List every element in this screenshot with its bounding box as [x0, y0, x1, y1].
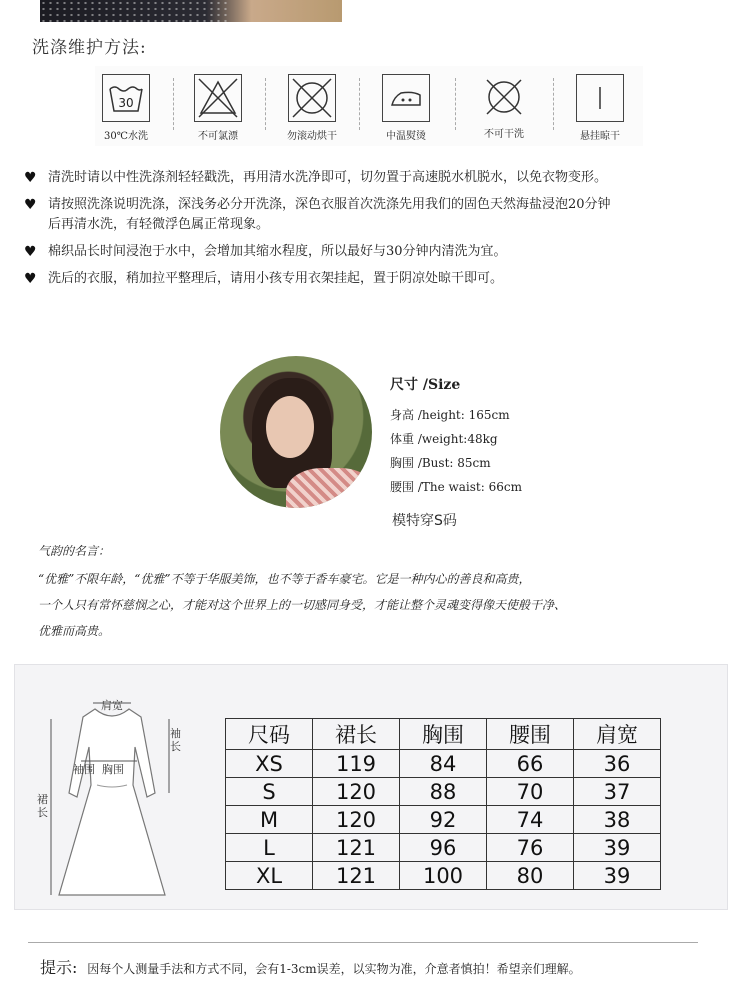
table-row — [226, 778, 661, 806]
cell: S — [226, 778, 313, 806]
label-bust: 胸围 — [102, 763, 124, 776]
size-table — [225, 718, 661, 890]
model-wears-size: 模特穿S码 — [392, 513, 457, 529]
icon-label-hang: 悬挂晾干 — [580, 131, 620, 142]
model-weight: 体重 /weight:48kg — [390, 432, 498, 446]
cell: 38 — [574, 806, 661, 834]
quote-line: “优雅”不限年龄，“优雅”不等于华服美饰，也不等于香车豪宅。它是一种内心的善良和高贵， — [38, 572, 531, 586]
product-photo-strip — [40, 0, 342, 22]
cell: XL — [226, 862, 313, 890]
care-instructions — [24, 168, 724, 296]
label-skirt-len: 裙长 — [37, 793, 48, 819]
model-size-info — [390, 374, 522, 502]
table-row — [226, 750, 661, 778]
col-size: 尺码 — [226, 719, 313, 750]
cell: 84 — [400, 750, 487, 778]
icon-label-bleach: 不可氯漂 — [198, 131, 238, 142]
wash-30-icon — [91, 74, 161, 142]
cell: L — [226, 834, 313, 862]
divider — [28, 942, 698, 943]
care-item: ♥ 棉织品长时间浸泡于水中，会增加其缩水程度，所以最好与30分钟内清洗为宜。 — [24, 244, 507, 260]
cell: 120 — [313, 778, 400, 806]
dress-diagram — [37, 689, 187, 901]
col-bust: 胸围 — [400, 719, 487, 750]
table-row — [226, 806, 661, 834]
tip-text: 因每个人测量手法和方式不同，会有1-3cm误差，以实物为准，介意者慎拍！希望亲们理解。 — [87, 962, 581, 976]
icon-label-tumble: 勿滚动烘干 — [287, 131, 337, 142]
tip-label: 提示: — [40, 958, 78, 977]
heart-bullet-icon: ♥ — [24, 244, 37, 260]
no-tumble-dry-icon — [277, 74, 347, 142]
quote-line: 一个人只有常怀慈悯之心，才能对这个世界上的一切感同身受，才能让整个灵魂变得像天使般干净、 — [38, 598, 567, 612]
cell: 119 — [313, 750, 400, 778]
care-item: ♥ 洗后的衣服，稍加拉平整理后，请用小孩专用衣架挂起，置于阴凉处晾干即可。 — [24, 271, 504, 287]
label-sleeve-len: 袖长 — [170, 727, 181, 753]
cell: 100 — [400, 862, 487, 890]
cell: 121 — [313, 862, 400, 890]
cell: 96 — [400, 834, 487, 862]
size-heading: 尺寸 /Size — [390, 377, 461, 393]
cell: M — [226, 806, 313, 834]
cell: 37 — [574, 778, 661, 806]
model-bust: 胸围 /Bust: 85cm — [390, 456, 491, 470]
heart-bullet-icon: ♥ — [24, 170, 37, 186]
cell: 120 — [313, 806, 400, 834]
col-shoulder: 肩宽 — [574, 719, 661, 750]
col-length: 裙长 — [313, 719, 400, 750]
care-icons-panel — [95, 66, 643, 146]
icon-label-wash: 30℃水洗 — [104, 131, 148, 142]
elegance-quote — [38, 538, 728, 644]
icon-label-iron: 中温熨烫 — [386, 131, 426, 142]
heart-bullet-icon: ♥ — [24, 271, 37, 287]
cell: 80 — [487, 862, 574, 890]
cell: 39 — [574, 834, 661, 862]
label-sleeve-circ: 袖围 — [73, 763, 95, 776]
cell: 92 — [400, 806, 487, 834]
col-waist: 腰围 — [487, 719, 574, 750]
cell: 39 — [574, 862, 661, 890]
cell: 88 — [400, 778, 487, 806]
icon-label-dryclean: 不可干洗 — [484, 129, 524, 140]
quote-line: 优雅而高贵。 — [38, 624, 111, 638]
no-bleach-icon — [183, 74, 253, 142]
cell: 70 — [487, 778, 574, 806]
tip-note — [40, 955, 581, 978]
cell: 36 — [574, 750, 661, 778]
hang-dry-icon — [565, 74, 635, 142]
care-item: ♥ 请按照洗涤说明洗涤，深浅务必分开洗涤，深色衣服首次洗涤先用我们的固色天然海盐浸泡20分钟 后再清水洗，有轻微浮色属正常现象。 — [24, 197, 611, 232]
cell: 121 — [313, 834, 400, 862]
table-row — [226, 862, 661, 890]
label-shoulder: 肩宽 — [101, 699, 123, 712]
care-item: ♥ 清洗时请以中性洗涤剂轻轻戳洗，再用清水洗净即可，切勿置于高速脱水机脱水，以免衣物变形。 — [24, 170, 608, 186]
cell: 74 — [487, 806, 574, 834]
table-header-row — [226, 719, 661, 750]
medium-iron-icon — [371, 74, 441, 142]
model-waist: 腰围 /The waist: 66cm — [390, 480, 522, 494]
table-row — [226, 834, 661, 862]
cell: XS — [226, 750, 313, 778]
heart-bullet-icon: ♥ — [24, 197, 37, 213]
model-avatar — [220, 356, 372, 508]
cell: 66 — [487, 750, 574, 778]
model-height: 身高 /height: 165cm — [390, 408, 510, 422]
wash-temp: 30 — [118, 96, 134, 110]
cell: 76 — [487, 834, 574, 862]
quote-title: 气韵的名言： — [38, 544, 111, 558]
no-dry-clean-icon — [469, 74, 539, 140]
care-title: 洗涤维护方法: — [32, 38, 147, 58]
